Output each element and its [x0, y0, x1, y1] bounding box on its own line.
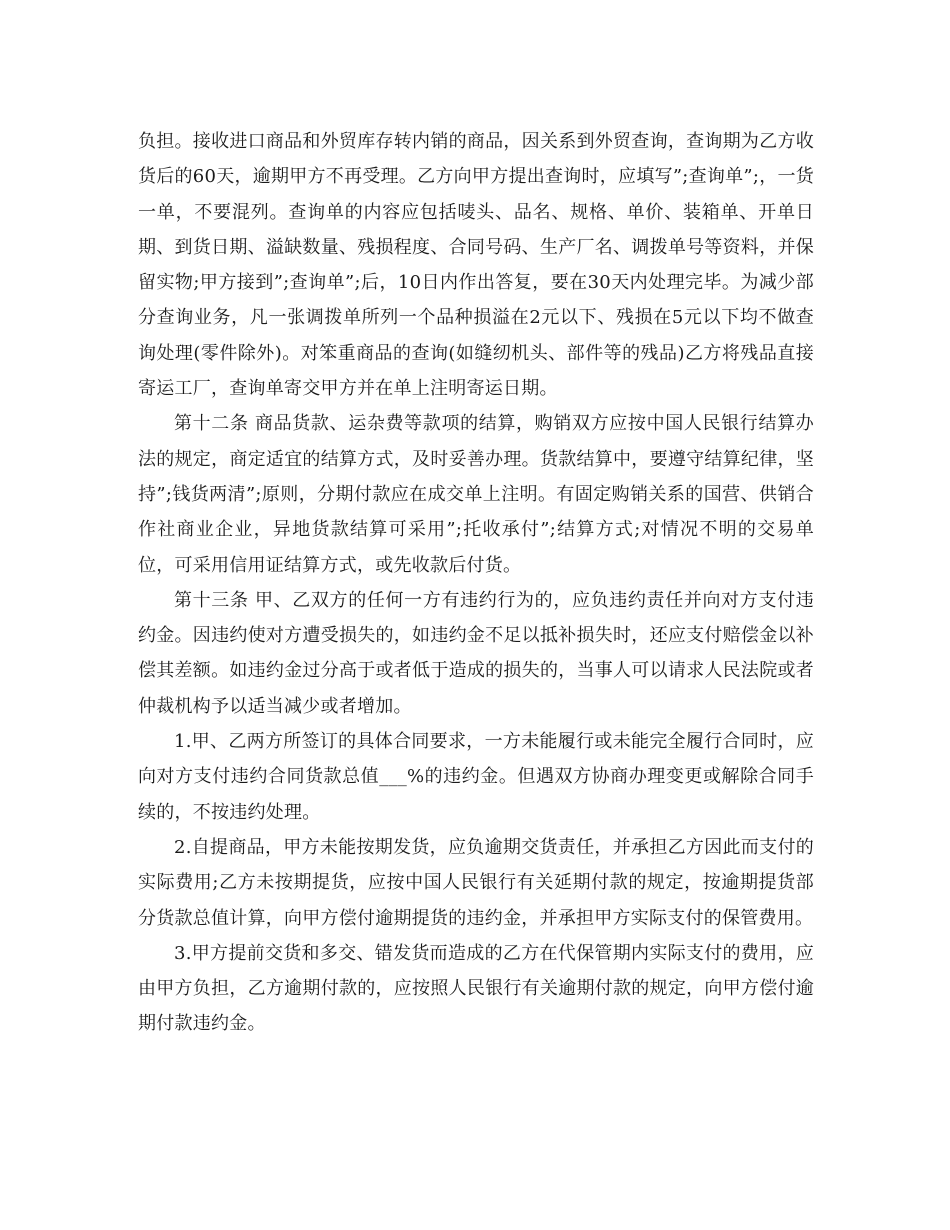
paragraph-article-12: 第十二条 商品货款、运杂费等款项的结算，购销双方应按中国人民银行结算办法的规定，商定适宜的结算方式，及时妥善办理。货款结算中，要遵守结算纪律，坚持”;钱货两清”;原则，分期付款应在成交单上注明。有固定购销关系的国营、供销合作社商业企业，异地货款结算可采用”;托收承付”;结算方式;对情况不明的交易单位，可采用信用证结算方式，或先收款后付货。 — [138, 413, 814, 576]
document-body — [138, 124, 814, 1042]
paragraph-continuation: 负担。接收进口商品和外贸库存转内销的商品，因关系到外贸查询，查询期为乙方收货后的60天，逾期甲方不再受理。乙方向甲方提出查询时，应填写”;查询单”;，一货一单，不要混列。查询单的内容应包括唛头、品名、规格、单价、装箱单、开单日期、到货日期、溢缺数量、残损程度、合同号码、生产厂名、调拨单号等资料，并保留实物;甲方接到”;查询单”;后，10日内作出答复，要在30天内处理完毕。为减少部分查询业务，凡一张调拨单所列一个品种损溢在2元以下、残损在5元以下均不做查询处理(零件除外)。对笨重商品的查询(如缝纫机头、部件等的残品)乙方将残品直接寄运工厂，查询单寄交甲方并在单上注明寄运日期。 — [138, 131, 814, 400]
paragraph-clause-1: 1.甲、乙两方所签订的具体合同要求，一方未能履行或未能完全履行合同时，应向对方支付违约合同货款总值___%的违约金。但遇双方协商办理变更或解除合同手续的，不按违约处理。 — [138, 731, 814, 823]
paragraph-clause-3: 3.甲方提前交货和多交、错发货而造成的乙方在代保管期内实际支付的费用，应由甲方负担，乙方逾期付款的，应按照人民银行有关逾期付款的规定，向甲方偿付逾期付款违约金。 — [138, 942, 814, 1035]
paragraph-article-13: 第十三条 甲、乙双方的任何一方有违约行为的，应负违约责任并向对方支付违约金。因违约使对方遭受损失的，如违约金不足以抵补损失时，还应支付赔偿金以补偿其差额。如违约金过分高于或者低于造成的损失的，当事人可以请求人民法院或者仲裁机构予以适当减少或者增加。 — [138, 589, 814, 717]
paragraph-clause-2: 2.自提商品，甲方未能按期发货，应负逾期交货责任，并承担乙方因此而支付的实际费用;乙方未按期提货，应按中国人民银行有关延期付款的规定，按逾期提货部分货款总值计算，向甲方偿付逾期提货的违约金，并承担甲方实际支付的保管费用。 — [138, 836, 814, 929]
